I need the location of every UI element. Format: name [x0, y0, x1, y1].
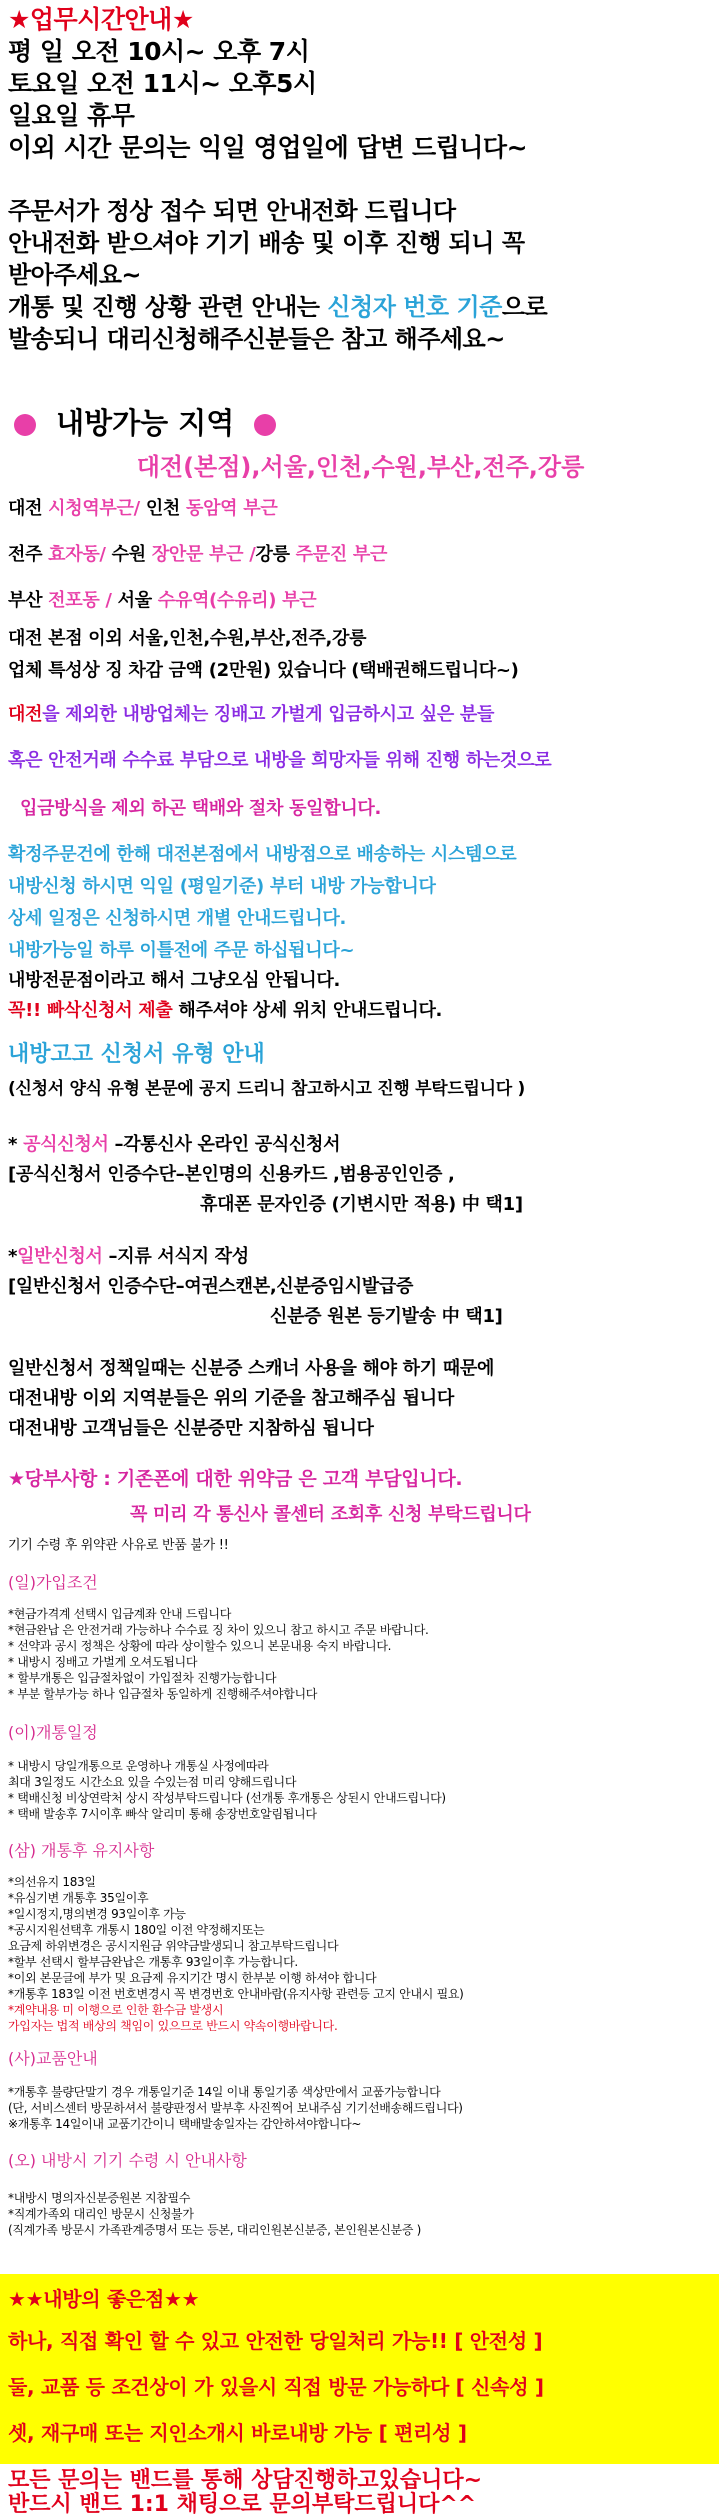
section2-title: (이)개통일정	[8, 1723, 98, 1742]
visit-row-9: 확정주문건에 한해 대전본점에서 내방점으로 배송하는 시스템으로	[8, 844, 517, 865]
warning-line: 가입자는 법적 배상의 책임이 있으므로 반드시 약속이행바랍니다.	[8, 2019, 338, 2033]
list-item: *개통후 불량단말기 경우 개통일기준 14일 이내 통일기종 색상만에서 교품가능합니다	[8, 2085, 441, 2099]
notice-line-3: 받아주세요~	[8, 261, 142, 289]
forms-general-auth-2: 신분증 원본 등기발송 中 택1]	[270, 1306, 503, 1327]
list-item: * 내방시 당일개통으로 운영하나 개통실 사정에따라	[8, 1759, 269, 1773]
list-item: * 부분 할부가능 하나 입금절차 동일하게 진행해주셔야합니다	[8, 1687, 318, 1701]
forms-note-1: 일반신청서 정책일때는 신분증 스캐너 사용을 해야 하기 때문에	[8, 1358, 495, 1379]
forms-note-3: 대전내방 고객님들은 신분증만 지참하심 됩니다	[8, 1418, 374, 1439]
list-item: *의선유지 183일	[8, 1875, 96, 1889]
visit-row-1: 대전 시청역부근/ 인천 동암역 부근	[8, 498, 278, 519]
list-item: ※개통후 14일이내 교품기간이니 택배발송일자는 감안하셔야합니다~	[8, 2117, 362, 2131]
pink-dot-icon	[14, 414, 36, 436]
notice-line-1: 주문서가 정상 접수 되면 안내전화 드립니다	[8, 197, 456, 225]
hours-sunday: 일요일 휴무	[8, 101, 135, 130]
visit-row-4: 대전 본점 이외 서울,인천,수원,부산,전주,강릉	[8, 628, 367, 649]
hours-weekday: 평 일 오전 10시~ 오후 7시	[8, 37, 310, 66]
section3-list	[8, 1874, 713, 2034]
list-item: *내방시 명의자신분증원본 지참필수	[8, 2191, 191, 2205]
list-item: * 택배 발송후 7시이후 빠삭 알리미 통해 송장번호알림됩니다	[8, 1807, 317, 1821]
visit-row-14: 꼭!! 빠삭신청서 제출 해주셔야 상세 위치 안내드립니다.	[8, 1000, 443, 1021]
section3-title: (삼) 개통후 유지사항	[8, 1841, 155, 1860]
hours-saturday: 토요일 오전 11시~ 오후5시	[8, 69, 317, 98]
forms-official-auth-2: 휴대폰 문자인증 (기변시만 적용) 中 택1]	[200, 1194, 523, 1215]
benefits-title: ★★내방의 좋은점★★	[8, 2287, 200, 2311]
list-item: *할부 선택시 할부금완납은 개통후 93일이후 가능합니다.	[8, 1955, 298, 1969]
list-item: * 택배신청 비상연락처 상시 작성부탁드립니다 (선개통 후개통은 상된시 안내드립니다)	[8, 1791, 446, 1805]
visit-row-5: 업체 특성상 징 차감 금액 (2만원) 있습니다 (택배권해드립니다~)	[8, 660, 519, 681]
pink-dot-icon	[254, 414, 276, 436]
section2-list	[8, 1758, 713, 1822]
list-item: * 할부개통은 입금절차없이 가입절차 진행가능합니다	[8, 1671, 277, 1685]
footer-line-2: 반드시 밴드 1:1 채팅으로 문의부탁드립니다^^	[8, 2492, 477, 2517]
list-item: 요금제 하위변경은 공시지원금 위약금발생되니 참고부탁드립니다	[8, 1939, 339, 1953]
forms-general: *일반신청서 –지류 서식지 작성	[8, 1246, 249, 1267]
forms-title: 내방고고 신청서 유형 안내	[8, 1042, 265, 1067]
list-item: * 내방시 징배고 가벌게 오셔도됩니다	[8, 1655, 198, 1669]
list-item: *현금완납 은 안전거래 가능하나 수수료 징 차이 있으니 참고 하시고 주문 바랍니다.	[8, 1623, 429, 1637]
section1-title: (일)가입조건	[8, 1573, 98, 1592]
list-item: *일시정지,명의변경 93일이후 가능	[8, 1907, 186, 1921]
warning-line: *계약내용 미 이행으로 인한 환수금 발생시	[8, 2003, 224, 2017]
visit-row-11: 상세 일정은 신청하시면 개별 안내드립니다.	[8, 908, 346, 929]
forms-official: * 공식신청서 –각통신사 온라인 공식신청서	[8, 1134, 341, 1155]
visit-title: 내방가능 지역	[14, 404, 713, 442]
visit-cities: 대전(본점),서울,인천,수원,부산,전주,강릉	[136, 453, 585, 481]
visit-row-13: 내방전문점이라고 해서 그냥오심 안됩니다.	[8, 970, 341, 991]
hours-other: 이외 시간 문의는 익일 영업일에 답변 드립니다~	[8, 133, 528, 162]
hours-title: ★업무시간안내★	[8, 5, 194, 34]
section5-title: (오) 내방시 기기 수령 시 안내사항	[8, 2151, 247, 2170]
burden-line-2: 꼭 미리 각 통신사 콜센터 조회후 신청 부탁드립니다	[130, 1504, 531, 1525]
visit-row-6: 대전을 제외한 내방업체는 징배고 가벌게 입금하시고 싶은 분들	[8, 704, 495, 725]
burden-line-1: ★당부사항 : 기존폰에 대한 위약금 은 고객 부담입니다.	[8, 1468, 463, 1490]
forms-sub: (신청서 양식 유형 본문에 공지 드리니 참고하시고 진행 부탁드립니다 )	[8, 1079, 525, 1099]
visit-row-2: 전주 효자동/ 수원 장안문 부근 /강릉 주문진 부근	[8, 544, 388, 565]
list-item: *공시지원선택후 개통시 180일 이전 약정해지또는	[8, 1923, 265, 1937]
forms-note-2: 대전내방 이외 지역분들은 위의 기준을 참고해주심 됩니다	[8, 1388, 454, 1409]
section5-list	[8, 2190, 713, 2238]
notice-line-4: 개통 및 진행 상황 관련 안내는 신청자 번호 기준으로	[8, 293, 548, 321]
section4-list	[8, 2084, 713, 2132]
list-item: *현금가격계 선택시 입금계좌 안내 드립니다	[8, 1607, 232, 1621]
benefits-line-2: 둘, 교품 등 조건상이 가 있을시 직접 방문 가능하다 [ 신속성 ]	[8, 2375, 544, 2399]
visit-row-8: 입금방식을 제외 하곤 택배와 절차 동일합니다.	[20, 798, 382, 819]
visit-row-12: 내방가능일 하루 이틀전에 주문 하십됩니다~	[8, 940, 355, 961]
footer-line-1: 모든 문의는 밴드를 통해 상담진행하고있습니다~	[8, 2468, 483, 2493]
section4-title: (사)교품안내	[8, 2049, 98, 2068]
visit-row-3: 부산 전포동 / 서울 수유역(수유리) 부근	[8, 590, 317, 611]
list-item: (단, 서비스센터 방문하셔서 불량판정서 발부후 사진찍어 보내주심 기기선배송해드립니다)	[8, 2101, 463, 2115]
list-item: *개통후 183일 이전 번호변경시 꼭 변경번호 안내바람(유지사항 관련등 고지 안내시 필요)	[8, 1987, 464, 2001]
list-item: 최대 3일정도 시간소요 있을 수있는점 미리 양해드립니다	[8, 1775, 297, 1789]
list-item: *직계가족외 대리인 방문시 신청불가	[8, 2207, 194, 2221]
visit-row-7: 혹은 안전거래 수수료 부담으로 내방을 희망자들 위해 진행 하는것으로	[8, 750, 552, 771]
notice-line-2: 안내전화 받으셔야 기기 배송 및 이후 진행 되니 꼭	[8, 229, 525, 257]
notice-line-5: 발송되니 대리신청해주신분들은 참고 해주세요~	[8, 325, 505, 353]
benefits-line-1: 하나, 직접 확인 할 수 있고 안전한 당일처리 가능!! [ 안전성 ]	[8, 2329, 543, 2353]
burden-line-3: 기기 수령 후 위약관 사유로 반품 불가 !!	[8, 1538, 229, 1553]
benefits-panel	[0, 2274, 719, 2464]
section1-list	[8, 1606, 713, 1702]
list-item: *이외 본문글에 부가 및 요금제 유지기간 명시 한부분 이행 하셔야 합니다	[8, 1971, 377, 1985]
visit-row-10: 내방신청 하시면 익일 (평일기준) 부터 내방 가능합니다	[8, 876, 436, 897]
forms-official-auth: [공식신청서 인증수단–본인명의 신용카드 ,범용공인인증 ,	[8, 1164, 455, 1185]
list-item: (직계가족 방문시 가족관계증명서 또는 등본, 대리인원본신분증, 본인원본신분증 )	[8, 2223, 422, 2237]
list-item: *유심기변 개통후 35일이후	[8, 1891, 149, 1905]
benefits-line-3: 셋, 재구매 또는 지인소개시 바로내방 가능 [ 편리성 ]	[8, 2421, 467, 2445]
list-item: * 선약과 공시 정책은 상황에 따라 상이할수 있으니 본문내용 숙지 바랍니다.	[8, 1639, 392, 1653]
forms-general-auth: [일반신청서 인증수단–여권스캔본,신분증임시발급증	[8, 1276, 414, 1297]
